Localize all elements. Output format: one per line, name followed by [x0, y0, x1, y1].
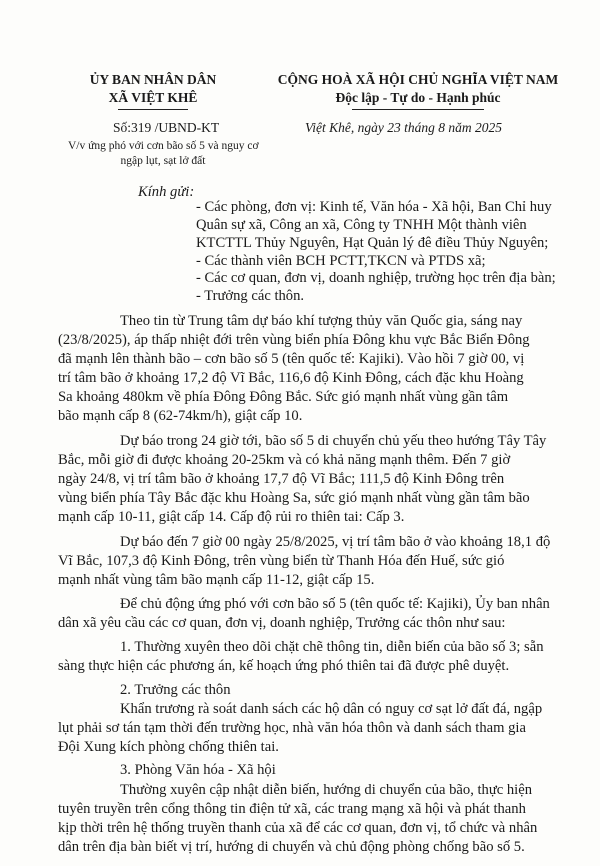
item-2-title: 2. Trưởng các thôn	[120, 682, 231, 698]
item-1-line: 1. Thường xuyên theo dõi chặt chẽ thông tin, diễn biến của bão số 3; sẵn	[120, 639, 544, 655]
paragraph-line: Theo tin từ Trung tâm dự báo khí tượng thủy văn Quốc gia, sáng nay	[120, 313, 523, 329]
subject-line2: ngập lụt, sạt lở đất	[120, 155, 206, 167]
paragraph-line: mạnh cấp 10-11, giật cấp 14. Cấp độ rủi ro thiên tai: Cấp 3.	[58, 509, 405, 525]
org-underline	[118, 109, 188, 110]
greeting: Kính gửi:	[138, 184, 195, 200]
item-2-line: Đội Xung kích phòng chống thiên tai.	[58, 739, 279, 755]
paragraph-line: (23/8/2025), áp thấp nhiệt đới trên vùng biển phía Đông khu vực Bắc Biển Đông	[58, 332, 530, 348]
nation-motto: Độc lập - Tự do - Hạnh phúc	[335, 90, 501, 105]
paragraph-line: trí tâm bão ở khoảng 17,2 độ Vĩ Bắc, 116,6 độ Kinh Đông, cách đặc khu Hoàng	[58, 370, 524, 386]
paragraph-line: ngày 24/8, vị trí tâm bão ở khoảng 17,7 độ Vĩ Bắc; 111,5 độ Kinh Đông trên	[58, 471, 505, 487]
item-2-line: lụt phải sơ tán tạm thời đến trường học, nhà văn hóa thôn và danh sách tham gia	[58, 720, 526, 736]
paragraph-line: mạnh nhất vùng tâm bão mạnh cấp 11-12, giật cấp 15.	[58, 572, 375, 588]
paragraph-line: Vĩ Bắc, 107,3 độ Kinh Đông, trên vùng biển từ Thanh Hóa đến Huế, sức gió	[58, 553, 505, 569]
paragraph-line: Để chủ động ứng phó với cơn bão số 5 (tên quốc tế: Kajiki), Ủy ban nhân	[120, 596, 550, 612]
paragraph-line: Bắc, mỗi giờ đi được khoảng 20-25km và có khả năng mạnh thêm. Đến 7 giờ	[58, 452, 511, 468]
item-3-line: dân trên địa bàn biết vị trí, hướng di chuyển và chủ động phòng chống bão số 5.	[58, 839, 525, 855]
motto-underline	[352, 109, 484, 110]
recipient-line: - Các thành viên BCH PCTT,TKCN và PTDS xã;	[196, 253, 486, 269]
recipient-line: KTCTTL Thủy Nguyên, Hạt Quản lý đê điều Thủy Nguyên;	[196, 235, 549, 251]
paragraph-line: bão mạnh cấp 8 (62-74km/h), giật cấp 10.	[58, 408, 303, 424]
item-3-title: 3. Phòng Văn hóa - Xã hội	[120, 762, 276, 778]
subject-line1: V/v ứng phó với cơn bão số 5 và nguy cơ	[68, 140, 259, 152]
org-name-line1: ỦY BAN NHÂN DÂN	[89, 72, 217, 87]
paragraph-line: đã mạnh lên thành bão – cơn bão số 5 (tên quốc tế: Kajiki). Vào hồi 7 giờ 00, vị	[58, 351, 525, 367]
recipient-line: - Các phòng, đơn vị: Kinh tế, Văn hóa - Xã hội, Ban Chỉ huy	[196, 199, 552, 215]
item-2-line: Khẩn trương rà soát danh sách các hộ dân có nguy cơ sạt lở đất đá, ngập	[120, 701, 543, 717]
paragraph-line: Dự báo đến 7 giờ 00 ngày 25/8/2025, vị trí tâm bão ở vào khoảng 18,1 độ	[120, 534, 551, 550]
nation-title: CỘNG HOÀ XÃ HỘI CHỦ NGHĨA VIỆT NAM	[277, 72, 559, 87]
paragraph-line: dân xã yêu cầu các cơ quan, đơn vị, doanh nghiệp, Trưởng các thôn như sau:	[58, 615, 506, 631]
recipient-line: - Trưởng các thôn.	[196, 288, 305, 304]
document-number: Số:319 /UBND-KT	[113, 120, 220, 135]
org-name-line2: XÃ VIỆT KHÊ	[108, 90, 198, 105]
item-3-line: kịp thời trên hệ thống truyền thanh của xã để các cơ quan, đơn vị, tổ chức và nhân	[58, 820, 538, 836]
place-date: Việt Khê, ngày 23 tháng 8 năm 2025	[305, 120, 502, 135]
paragraph-line: Sa khoảng 480km về phía Đông Đông Bắc. Sức gió mạnh nhất vùng gần tâm	[58, 389, 509, 405]
recipient-line: Quân sự xã, Công an xã, Công ty TNHH Một thành viên	[196, 217, 527, 233]
item-1-line: sàng thực hiện các phương án, kế hoạch ứng phó thiên tai đã được phê duyệt.	[58, 658, 510, 674]
item-3-line: tuyên truyền trên cổng thông tin điện tử xã, các trang mạng xã hội và phát thanh	[58, 801, 526, 817]
paragraph-line: Dự báo trong 24 giờ tới, bão số 5 di chuyển chủ yếu theo hướng Tây Tây	[120, 433, 547, 449]
recipient-line: - Các cơ quan, đơn vị, doanh nghiệp, trường học trên địa bàn;	[196, 270, 556, 286]
paragraph-line: vùng biển phía Tây Bắc đặc khu Hoàng Sa, sức gió mạnh nhất vùng gần tâm bão	[58, 490, 530, 506]
item-3-line: Thường xuyên cập nhật diễn biến, hướng di chuyển của bão, thực hiện	[120, 782, 533, 798]
